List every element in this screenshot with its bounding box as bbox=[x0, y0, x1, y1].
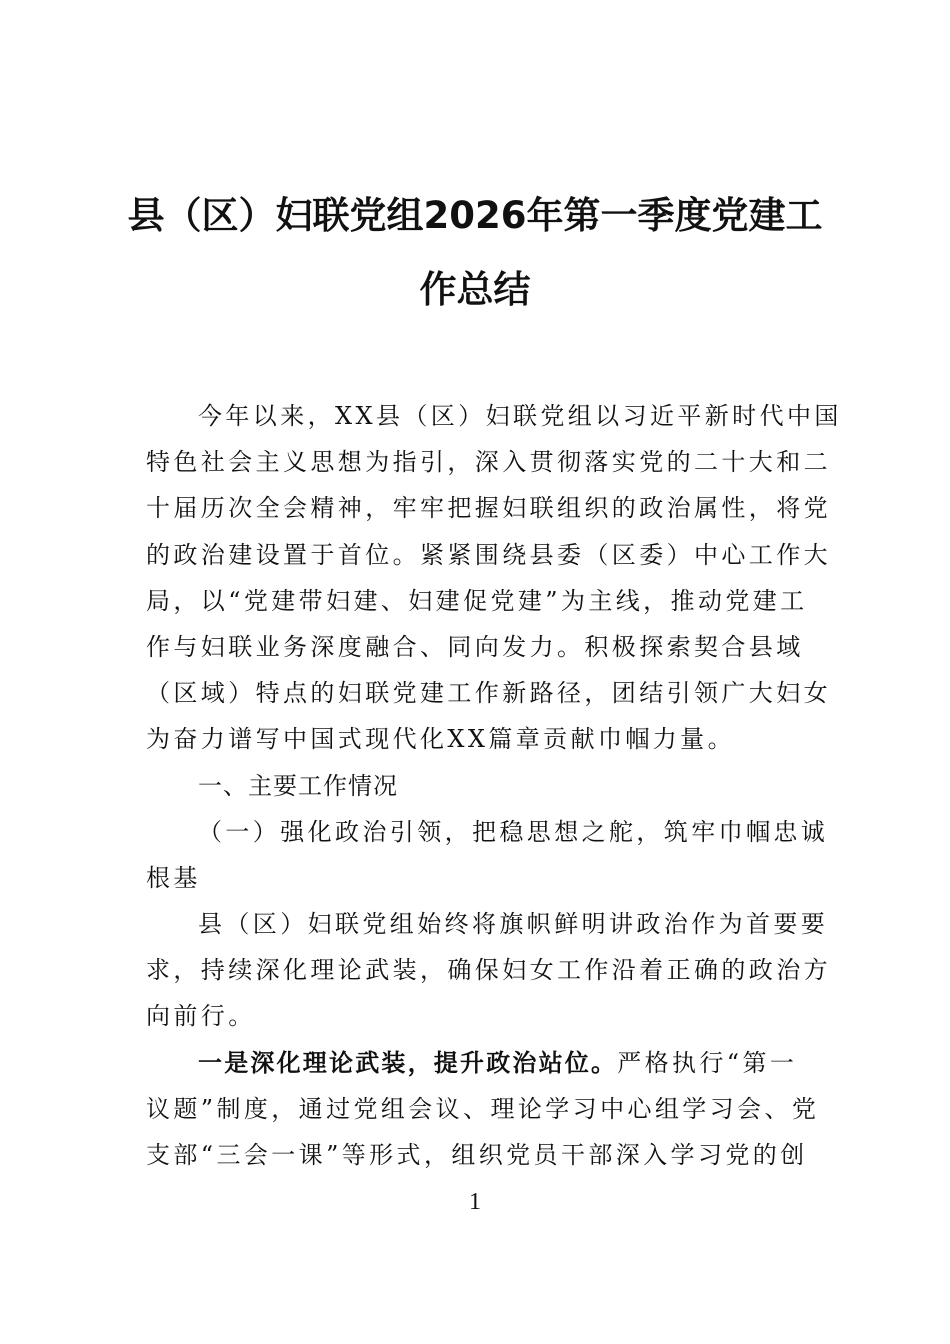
paragraph-line: 作与妇联业务深度融合、同向发力。积极探索契合县域 bbox=[146, 632, 804, 661]
point-one-lead-rest: 严格执行“第一 bbox=[617, 1048, 798, 1077]
subsection-heading bbox=[146, 809, 829, 901]
point-one-lead: 一是深化理论武装，提升政治站位。 bbox=[198, 1048, 618, 1077]
paragraph-line bbox=[146, 1040, 806, 1086]
paragraph-line: 今年以来，XX县（区）妇联党组以习近平新时代中国 bbox=[198, 402, 842, 430]
paragraph-line: 为奋力谱写中国式现代化XX篇章贡献巾帼力量。 bbox=[146, 725, 735, 754]
paragraph-line: 支部“三会一课”等形式，组织党员干部深入学习党的创 bbox=[146, 1141, 808, 1169]
subsection-heading-line: 根基 bbox=[146, 863, 201, 892]
point-one-paragraph bbox=[146, 1040, 820, 1179]
document-title-line-2: 作总结 bbox=[419, 268, 531, 311]
paragraph-line: 的政治建设置于首位。紧紧围绕县委（区委）中心工作大 bbox=[146, 540, 831, 569]
paragraph-line: 十届历次全会精神，牢牢把握妇联组织的政治属性，将党 bbox=[146, 494, 831, 523]
paragraph-line: 县（区）妇联党组始终将旗帜鲜明讲政治作为首要要 bbox=[198, 910, 829, 939]
paragraph-line: 特色社会主义思想为指引，深入贯彻落实党的二十大和二 bbox=[146, 448, 831, 477]
subsection-intro-paragraph bbox=[146, 901, 831, 1040]
intro-paragraph bbox=[146, 393, 842, 763]
paragraph-line: 议题”制度，通过党组会议、理论学习中心组学习会、党 bbox=[146, 1094, 820, 1123]
paragraph-line: 求，持续深化理论武装，确保妇女工作沿着正确的政治方 bbox=[146, 956, 831, 985]
paragraph-line: （区域）特点的妇联党建工作新路径，团结引领广大妇女 bbox=[146, 679, 831, 708]
document-body bbox=[146, 393, 842, 1178]
page-number: 1 bbox=[469, 1189, 481, 1215]
paragraph-line: 局，以“党建带妇建、妇建促党建”为主线，推动党建工 bbox=[146, 586, 808, 615]
subsection-heading-line: （一）强化政治引领，把稳思想之舵，筑牢巾帼忠诚 bbox=[198, 817, 829, 846]
paragraph-line: 向前行。 bbox=[146, 1002, 256, 1031]
document-title-line-1: 县（区）妇联党组2026年第一季度党建工 bbox=[127, 194, 823, 237]
section-heading: 一、主要工作情况 bbox=[198, 771, 398, 800]
